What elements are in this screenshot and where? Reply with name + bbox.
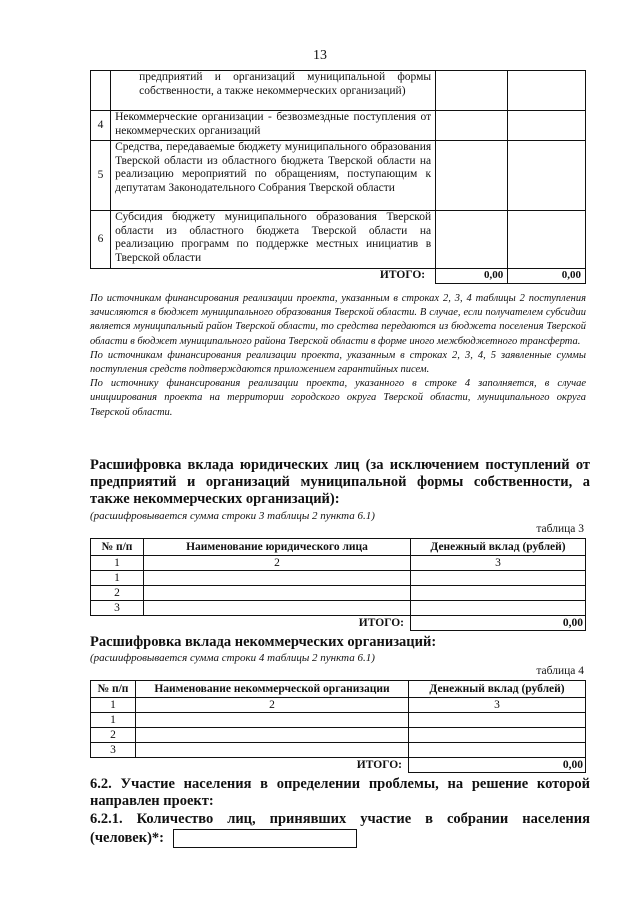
col-header-name: Наименование некоммерческой организации [136, 681, 409, 698]
table-row [91, 586, 586, 601]
table-row [91, 141, 586, 211]
nonprofit-heading: Расшифровка вклада некоммерческих организаций: [90, 634, 437, 650]
table-row [91, 111, 586, 141]
row-value-cell[interactable] [508, 211, 586, 269]
row-description: Некоммерческие организации - безвозмездные поступления от некоммерческих организаций [111, 111, 436, 141]
name-cell[interactable] [144, 601, 411, 616]
total-row [91, 616, 586, 631]
note-paragraph: По источникам финансирования реализации проекта, указанным в строках 2, 3, 4, 5 заявленные суммы поступления средств подтверждаются приложением гарантийных писем. [90, 349, 586, 376]
amount-cell[interactable] [411, 601, 586, 616]
amount-cell[interactable] [411, 586, 586, 601]
row-value-cell[interactable] [436, 141, 508, 211]
table-header-row [91, 539, 586, 556]
row-value-cell[interactable] [508, 141, 586, 211]
table-3-label: таблица 3 [536, 523, 584, 535]
row-description: Субсидия бюджету муниципального образования Тверской области из областного бюджета Тверской области на реализацию программ по поддержке местных инициатив в Тверской области [111, 211, 436, 269]
table-row [91, 743, 586, 758]
row-value-cell[interactable] [436, 111, 508, 141]
row-description: Средства, передаваемые бюджету муниципального образования Тверской области из областного бюджета Тверской области на реализацию мероприятий по обращениям, поступающим к депутатам Законодательного Собрания Тверской области [111, 141, 436, 211]
table-header-row [91, 681, 586, 698]
name-cell[interactable] [144, 571, 411, 586]
amount-cell[interactable] [411, 571, 586, 586]
nonprofit-table [90, 680, 586, 773]
total-label: ИТОГО: [91, 269, 436, 284]
row-value-cell[interactable] [436, 211, 508, 269]
col-header-amount: Денежный вклад (рублей) [409, 681, 586, 698]
row-number: 3 [91, 743, 136, 758]
section-6-2-heading: 6.2. Участие населения в определении проблемы, на решение которой направлен проект: [90, 776, 590, 809]
table-row [91, 71, 586, 111]
legal-entities-subnote: (расшифровывается сумма строки 3 таблицы 2 пункта 6.1) [90, 510, 375, 522]
total-row [91, 758, 586, 773]
row-number: 3 [91, 601, 144, 616]
row-number: 1 [91, 713, 136, 728]
total-value: 0,00 [411, 616, 586, 631]
table-index-row [91, 698, 586, 713]
table-index-row [91, 556, 586, 571]
name-cell[interactable] [136, 743, 409, 758]
table-row [91, 571, 586, 586]
amount-cell[interactable] [409, 743, 586, 758]
amount-cell[interactable] [409, 713, 586, 728]
name-cell[interactable] [136, 728, 409, 743]
financing-sources-table [90, 70, 586, 284]
col-header-name: Наименование юридического лица [144, 539, 411, 556]
financing-notes [90, 292, 586, 420]
col-header-number: № п/п [91, 681, 136, 698]
row-number: 5 [91, 141, 111, 211]
amount-cell[interactable] [409, 728, 586, 743]
note-paragraph: По источникам финансирования реализации проекта, указанным в строках 2, 3, 4 таблицы 2 поступления зачисляются в бюджет муниципального образования Тверской области. В случае, если получателем субсидии является муниципальный район Тверской области, то средства передаются из бюджета поселения Тверской области в бюджет муниципального района Тверской области в форме иного межбюджетного трансферта. [90, 293, 586, 347]
total-value-2: 0,00 [508, 269, 586, 284]
total-value: 0,00 [409, 758, 586, 773]
index-cell: 1 [91, 556, 144, 571]
row-value-cell[interactable] [508, 111, 586, 141]
participants-count-input[interactable] [173, 829, 357, 848]
row-number: 2 [91, 586, 144, 601]
total-label: ИТОГО: [91, 758, 409, 773]
row-description: предприятий и организаций муниципальной формы собственности, а также некоммерческих организаций) [111, 71, 436, 111]
total-row [91, 269, 586, 284]
row-number: 2 [91, 728, 136, 743]
nonprofit-subnote: (расшифровывается сумма строки 4 таблицы 2 пункта 6.1) [90, 652, 375, 664]
row-number: 1 [91, 571, 144, 586]
index-cell: 2 [144, 556, 411, 571]
name-cell[interactable] [144, 586, 411, 601]
table-row [91, 728, 586, 743]
table-4-label: таблица 4 [536, 665, 584, 677]
row-value-cell[interactable] [508, 71, 586, 111]
page-number: 13 [313, 48, 327, 63]
legal-entities-table [90, 538, 586, 631]
table-row [91, 211, 586, 269]
row-number [91, 71, 111, 111]
index-cell: 3 [411, 556, 586, 571]
row-number: 4 [91, 111, 111, 141]
col-header-number: № п/п [91, 539, 144, 556]
row-number: 6 [91, 211, 111, 269]
legal-entities-heading: Расшифровка вклада юридических лиц (за исключением поступлений от предприятий и организаций муниципальной формы собственности, а также некоммерческих организаций): [90, 457, 590, 507]
row-value-cell[interactable] [436, 71, 508, 111]
note-paragraph: По источнику финансирования реализации проекта, указанного в строке 4 заполняется, в случае инициирования проекта на территории городского округа Тверской области, муниципального округа Тверской области. [90, 378, 586, 418]
index-cell: 2 [136, 698, 409, 713]
total-label: ИТОГО: [91, 616, 411, 631]
table-row [91, 713, 586, 728]
name-cell[interactable] [136, 713, 409, 728]
index-cell: 1 [91, 698, 136, 713]
total-value-1: 0,00 [436, 269, 508, 284]
col-header-amount: Денежный вклад (рублей) [411, 539, 586, 556]
table-row [91, 601, 586, 616]
index-cell: 3 [409, 698, 586, 713]
section-6-2-1-heading: 6.2.1. Количество лиц, принявших участие в собрании населения (человек)*: [90, 811, 590, 846]
